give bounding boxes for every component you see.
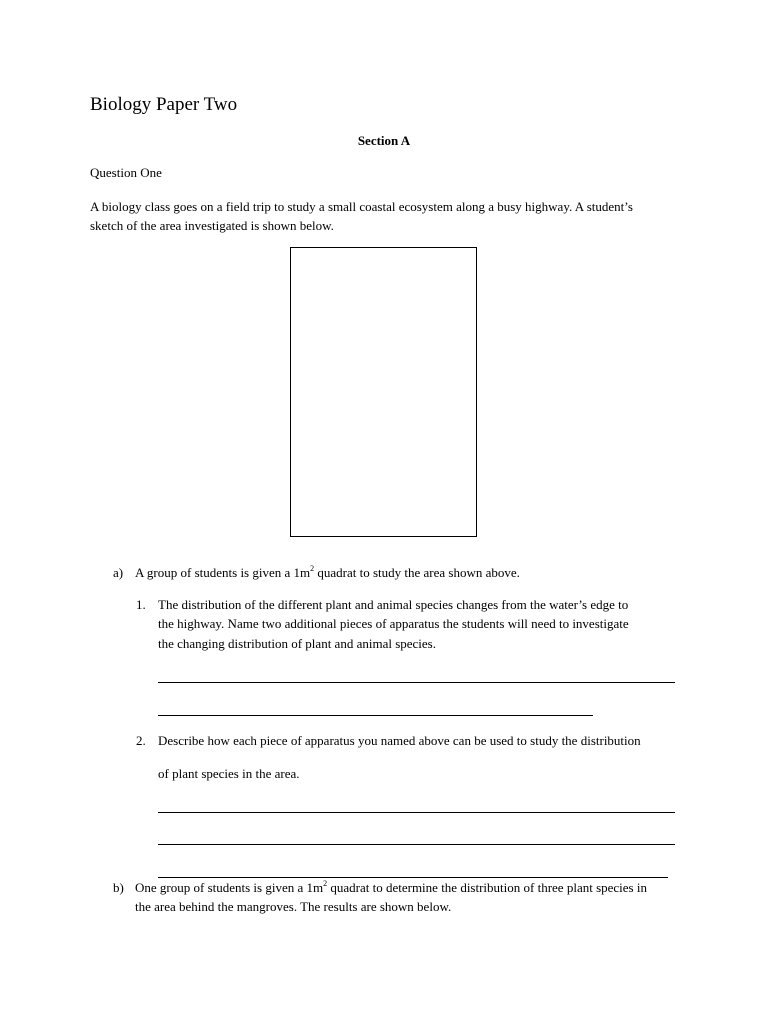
answer-line-1b[interactable] <box>158 715 593 716</box>
part-b-text-after: quadrat to determine the distribution of three plant species in <box>327 880 647 895</box>
subquestion-2-line-1: Describe how each piece of apparatus you named above can be used to study the distribution <box>158 733 641 748</box>
question-label: Question One <box>90 165 162 180</box>
intro-line-2: sketch of the area investigated is shown below. <box>90 218 334 233</box>
page-title: Biology Paper Two <box>90 94 238 115</box>
answer-line-1a[interactable] <box>158 682 675 683</box>
sketch-figure-box <box>290 247 477 537</box>
subquestion-2-line-2: of plant species in the area. <box>158 766 300 781</box>
part-a-text-before: A group of students is given a 1m <box>135 565 311 580</box>
part-b-line-2: the area behind the mangroves. The results are shown below. <box>135 899 452 914</box>
section-heading: Section A <box>357 133 411 148</box>
part-a-marker: a) <box>113 565 124 580</box>
subquestion-1-line-1: The distribution of the different plant and animal species changes from the water’s edge to <box>158 597 629 612</box>
subquestion-1-line-2: the highway. Name two additional pieces of apparatus the students will need to investigate <box>158 616 629 631</box>
subquestion-1-marker: 1. <box>136 597 146 612</box>
intro-line-1: A biology class goes on a field trip to study a small coastal ecosystem along a busy highway. A student’s <box>90 199 633 214</box>
part-a-text <box>135 563 520 582</box>
part-a-text-after: quadrat to study the area shown above. <box>314 565 520 580</box>
part-b-text <box>135 878 647 897</box>
answer-line-2a[interactable] <box>158 812 675 813</box>
part-b-superscript: 2 <box>323 879 328 888</box>
subquestion-1-line-3: the changing distribution of plant and animal species. <box>158 636 436 651</box>
part-b-marker: b) <box>113 880 124 895</box>
subquestion-2-marker: 2. <box>136 733 146 748</box>
part-a-superscript: 2 <box>310 564 315 573</box>
part-b-text-before: One group of students is given a 1m <box>135 880 324 895</box>
answer-line-2b[interactable] <box>158 844 675 845</box>
